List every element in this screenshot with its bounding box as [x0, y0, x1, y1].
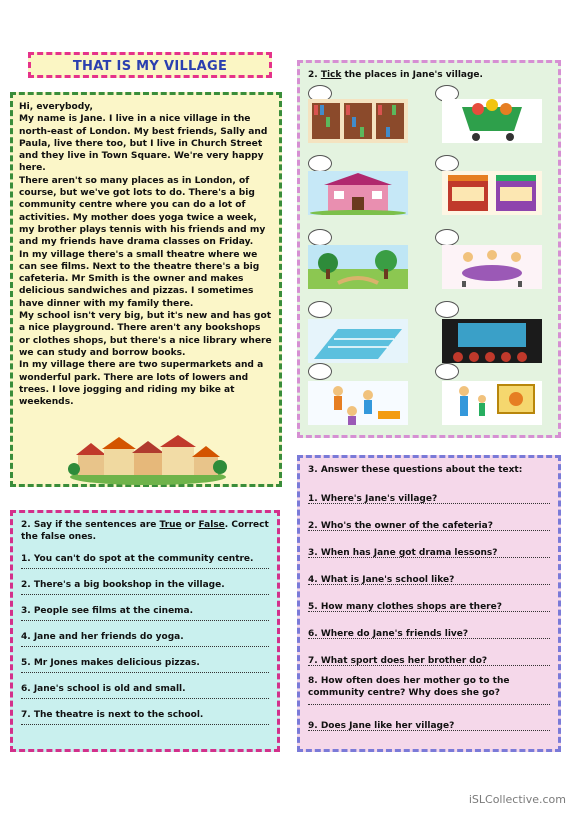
shops-picture	[442, 171, 542, 215]
site-watermark: iSLCollective.com	[468, 793, 566, 806]
answer-line[interactable]	[308, 556, 550, 558]
statement-text: 1. You can't do spot at the community centre.	[21, 554, 254, 564]
exercise-number: 2.	[308, 70, 318, 80]
tick-circle[interactable]	[308, 155, 332, 172]
question-text: 2. Who's the owner of the cafeteria?	[308, 521, 493, 531]
question-text: 1. Where's Jane's village?	[308, 494, 438, 504]
answer-line[interactable]	[21, 593, 269, 595]
school-picture	[308, 171, 408, 215]
tick-circle[interactable]	[435, 363, 459, 380]
instruction-part: 2. Say if the sentences are	[21, 520, 160, 530]
answer-line[interactable]	[308, 664, 550, 666]
tick-circle[interactable]	[308, 301, 332, 318]
tick-places-exercise	[297, 60, 561, 438]
question-item	[308, 648, 550, 675]
statement-item	[21, 601, 269, 627]
tick-word: Tick	[320, 70, 342, 80]
statement-text: 2. There's a big bookshop in the village.	[21, 580, 225, 590]
question-item	[308, 540, 550, 567]
tick-circle[interactable]	[435, 229, 459, 246]
answer-line[interactable]	[21, 723, 269, 725]
exercise-instructions	[308, 69, 550, 81]
answer-line[interactable]	[308, 637, 550, 639]
statement-item	[21, 575, 269, 601]
reading-text-box	[10, 92, 282, 487]
answer-line[interactable]	[308, 729, 550, 731]
question-text: 3. When has Jane got drama lessons?	[308, 548, 498, 558]
answer-line[interactable]	[21, 671, 269, 673]
reading-paragraph: There aren't so many places as in London, of course, but we've got lots to do. There's a big community centre where you can do a lot of activities. My mother does yoga twice a week, my brother plays tennis with his friends and my and my friends have drama classes on Friday.	[19, 175, 266, 248]
statement-item	[21, 653, 269, 679]
swimming-pool-picture	[308, 319, 408, 363]
statement-text: 6. Jane's school is old and small.	[21, 684, 186, 694]
statement-text: 7. The theatre is next to the school.	[21, 710, 204, 720]
question-text: 9. Does Jane like her village?	[308, 721, 455, 731]
question-item	[308, 594, 550, 621]
tick-circle[interactable]	[435, 301, 459, 318]
tick-circle[interactable]	[308, 229, 332, 246]
answer-line[interactable]	[21, 697, 269, 699]
question-item	[308, 567, 550, 594]
statement-item	[21, 627, 269, 653]
cafeteria-picture	[442, 245, 542, 289]
museum-picture	[442, 381, 542, 425]
tick-circle[interactable]	[435, 155, 459, 172]
question-item	[308, 513, 550, 540]
reading-paragraph: In my village there are two supermarkets and a wonderful park. There are lots of lowers and trees. I love jogging and riding my bike at weekends.	[19, 360, 264, 408]
answer-line[interactable]	[308, 610, 550, 612]
answer-line[interactable]	[308, 502, 550, 504]
exercise-instructions	[21, 519, 269, 543]
statement-text: 3. People see films at the cinema.	[21, 606, 194, 616]
answer-line[interactable]	[308, 529, 550, 531]
village-illustration	[68, 433, 228, 485]
question-item	[308, 621, 550, 648]
question-item	[308, 486, 550, 513]
cinema-picture	[442, 319, 542, 363]
question-text: 7. What sport does her brother do?	[308, 656, 488, 666]
supermarket-trolley-picture	[442, 99, 542, 143]
tennis-players-picture	[308, 381, 408, 425]
answer-line[interactable]	[21, 645, 269, 647]
worksheet-title	[28, 52, 272, 78]
statement-text: 5. Mr Jones makes delicious pizzas.	[21, 658, 200, 668]
statement-item	[21, 705, 269, 731]
question-item	[308, 713, 550, 740]
library-picture	[308, 99, 408, 143]
question-text: 6. Where do Jane's friends live?	[308, 629, 469, 639]
answer-line[interactable]	[308, 703, 550, 705]
answer-line[interactable]	[21, 567, 269, 569]
statement-item	[21, 549, 269, 575]
questions-exercise	[297, 455, 561, 752]
statement-item	[21, 679, 269, 705]
statement-text: 4. Jane and her friends do yoga.	[21, 632, 184, 642]
instruction-part: or	[181, 520, 199, 530]
instruction-part: the places in Jane's village.	[341, 70, 483, 80]
question-text: 4. What is Jane's school like?	[308, 575, 455, 585]
title-text: THAT IS MY VILLAGE	[72, 59, 228, 74]
question-text: 8. How often does her mother go to the community centre? Why does she go?	[308, 676, 510, 698]
park-picture	[308, 245, 408, 289]
question-item	[308, 675, 550, 713]
reading-paragraph: My school isn't very big, but it's new and has got a nice playground. There aren't any bookshops or clothes shops, but there's a nice library where we can study and borrow books.	[19, 311, 272, 358]
true-word: True	[159, 520, 182, 530]
reading-paragraph: My name is Jane. I live in a nice village in the north-east of London. My best friends, Sally and Paula, live there too, but I live in Church Street and they live in Town Square. We're very happy here.	[19, 114, 268, 174]
exercise-instructions: 3. Answer these questions about the text:	[308, 465, 523, 475]
false-word: False	[198, 520, 225, 530]
question-text: 5. How many clothes shops are there?	[308, 602, 502, 612]
reading-paragraph: In my village there's a small theatre where we can see films. Next to the theatre there's a big cafeteria. Mr Smith is the owner and makes delicious sandwiches and pizzas. I sometimes have dinner with my family there.	[19, 249, 260, 309]
answer-line[interactable]	[21, 619, 269, 621]
tick-circle[interactable]	[308, 363, 332, 380]
true-false-exercise	[10, 510, 280, 752]
instruction-part: . Correct the false ones.	[21, 520, 269, 542]
reading-paragraph: Hi, everybody,	[19, 102, 93, 112]
answer-line[interactable]	[308, 583, 550, 585]
